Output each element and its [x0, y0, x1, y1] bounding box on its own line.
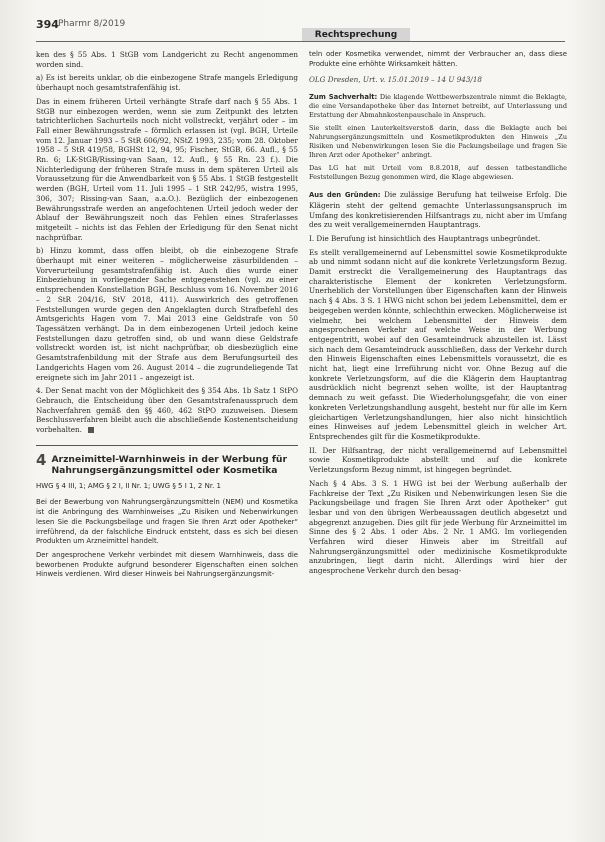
reasons-text: Die zulässige Berufung hat teilweise Erfolg. Die Klägerin steht der geltend gemachte Unterlassungsanspruch im Umfang des konkretisierenden Hilfsantrags zu, nicht aber im Umfang des zu weit verallgemeinernden Hauptantrags.	[309, 190, 567, 230]
facts-paragraph	[309, 93, 567, 120]
case-heading	[36, 450, 298, 476]
paragraph: a) Es ist bereits unklar, ob die einbezogene Strafe mangels Erledigung überhaupt noch gesamtstrafenfähig ist.	[36, 73, 298, 93]
case-summary: Bei der Bewerbung von Nahrungsergänzungsmitteln (NEM) und Kosmetika ist die Anbringung des Warnhinweises „Zu Risiken und Nebenwirkungen lesen Sie die Packungsbeilage und fragen Sie Ihren Arzt oder Apotheker“ irreführend, da der falschliche Eindruck entsteht, dass es sich bei diesen Produkten um Arzneimittel handelt.	[36, 498, 298, 546]
page-number: 394	[36, 18, 59, 31]
right-column	[309, 50, 567, 814]
facts-label: Zum Sachverhalt:	[309, 93, 378, 102]
left-column	[36, 50, 298, 814]
end-of-article-square-icon	[88, 427, 94, 433]
facts-text: Die klagende Wettbewerbszentrale nimmt die Beklagte, die eine Versandapotheke über das Internet betreibt, auf Unterlassung und Erstattung der Abmahnkostenpauschale in Anspruch.	[309, 93, 567, 120]
case-title: Arzneimittel-Warnhinweis in der Werbung für Nahrungsergänzungsmittel oder Kosmetika	[51, 453, 287, 476]
paragraph: Das LG hat mit Urteil vom 8.8.2018, auf dessen tatbestandliche Feststellungen Bezug genommen wird, die Klage abgewiesen.	[309, 164, 567, 182]
page-header	[36, 18, 565, 40]
court-citation: OLG Dresden, Urt. v. 15.01.2019 – 14 U 943/18	[309, 75, 482, 85]
paragraph: Es stellt verallgemeinernd auf Lebensmittel sowie Kosmetikprodukte ab und nimmt sodann nicht auf die konkrete Verletzungsform Bezug. Damit erstreckt die Verallgemeinerung des Hauptantrags das charakteristische Element der konkreten Verletzungsform. Unerheblich der Vorstellungen über Eigenschaften kann der Hinweis nach § 4 Abs. 3 S. 1 HWG nicht schon bei jedem Lebensmittel, dem er beigegeben werden könnte, schlechthin erwecken. Möglicherweise ist vielmehr, bei welchem Lebensmittel der Hinweis dem angesprochenen Verkehr auf welche Weise in der Werbung entgegentritt, wobei auf den Gesamteindruck abzustellen ist. Lässt sich nach dem Gesamteindruck ausschließen, dass der Verkehr durch den Hinweis Eigenschaften eines Lebensmittels voraussetzt, die es nicht hat, liegt eine Irreführung nicht vor. Ohne Bezug auf die konkrete Verletzungsform, auf die die Klägerin dem Hauptantrag ausdrücklich nicht begrenzt sehen wollte, ist der Hauptantrag demnach zu weit gefasst. Die Wiederholungsgefahr, die von einer konkreten Verletzungshandlung ausgeht, besteht nur für alle im Kern gleichartigen Verletzungshandlungen, hier also nicht hinsichtlich eines Hinweises auf jedem Lebensmittel gleich in welcher Art. Entsprechendes gilt für die Kosmetikprodukte.	[309, 247, 567, 441]
paragraph	[36, 386, 298, 435]
paragraph: ken des § 55 Abs. 1 StGB vom Landgericht zu Recht angenommen worden sind.	[36, 50, 298, 69]
paragraph: I. Die Berufung ist hinsichtlich des Hauptantrags unbegründet.	[309, 233, 541, 243]
case-summary-continued: Der angesprochene Verkehr verbindet mit diesem Warnhinweis, dass die beworbenen Produkte aufgrund besonderer Eigenschaften einen solchen Hinweis verdienen. Wird dieser Hinweis bei Nahrungsergänzungsmit-	[36, 550, 298, 579]
paragraph: II. Der Hilfsantrag, der nicht verallgemeinernd auf Lebensmittel sowie Kosmetikprodukte abstellt und auf die konkrete Verletzungsform Bezug nimmt, ist hingegen begründet.	[309, 445, 567, 475]
paragraph: b) Hinzu kommt, dass offen bleibt, ob die einbezogene Strafe überhaupt mit einer weiteren – möglicherweise zäsurbildenden – Vorverurteilung gesamtstrafenfähig ist. Auch dies wurde einer Einbeziehung in vorliegender Sache entgegenstehen (vgl. zu einer entsprechenden Konstellation BGH, Beschluss vom 16. November 2016 – 2 StR 204/16, StV 2018, 411). Auswirkrich des getroffenen Feststellungen wurde gegen den Angeklagten durch Strafbefehl des Amtsgerichts Hagen vom 7. Mai 2013 eine Geldstrafe von 50 Tagessätzen verhängt. Da in dem einbezogenen Urteil jedoch keine Feststellungen dazu getroffen sind, ob und wann diese Geldstrafe vollstreckt worden ist, ist nicht nachprüfbar, ob diesbezüglich eine Gesamtstrafenbildung mit der Strafe aus dem Berufungsurteil des Landgerichts Hagen vom 26. August 2014 – die zugrundeliegende Tat ereignete sich im Jahr 2011 – angezeigt ist.	[36, 246, 298, 382]
paragraph: Das in einem früheren Urteil verhängte Strafe darf nach § 55 Abs. 1 StGB nur einbezogen werden, wenn sie zum Zeitpunkt des letzten tatrichterlichen Sachurteils noch nicht vollstreckt, verjährt oder – im Fall einer Bewährungsstrafe – förmlich erlassen ist (vgl. BGH, Urteile vom 12. Januar 1993 – 5 StR 606/92, NStZ 1993, 235; vom 28. Oktober 1958 – 5 StR 419/58, BGHSt 12, 94, 95; Fischer, StGB, 66. Aufl., § 55 Rn. 6; LK-StGB/Rissing-van Saan, 12. Aufl., § 55 Rn. 23 f.). Die Nichterledigung der früheren Strafe muss in dem späteren Urteil als Voraussetzung für die Anwendbarkeit von § 55 Abs. 1 StGB festgestellt werden (BGH, Urteil vom 11. Juli 1995 – 1 StR 242/95, wistra 1995, 306, 307; Rissing-van Saan, a.a.O.). Bezüglich der einbezogenen Bewährungsstrafe werden an angefochtenen Urteil jedoch weder der Ablauf der Bewährungszeit noch das Fehlen eines Straferlasses mitgeteilt – nichts ist das Fehlen der Erledigung für den Senat nicht nachprüfbar.	[36, 96, 298, 242]
article-divider	[36, 445, 298, 446]
paragraph: Sie stellt einen Lauterkeitsverstoß darin, dass die Beklagte auch bei Nahrungsergänzungsmitteln und Kosmetikprodukten den Hinweis „Zu Risiken und Nebenwirkungen lesen Sie die Packungsbeilage und fragen Sie Ihren Arzt oder Apotheker“ anbringt.	[309, 124, 567, 160]
section-label: Rechtsprechung	[302, 28, 410, 42]
legal-norms: HWG § 4 III, 1; AMG § 2 I, II Nr. 1; UWG § 5 I 1, 2 Nr. 1	[36, 481, 221, 490]
reasons-paragraph	[309, 190, 567, 230]
reasons-label: Aus den Gründen:	[309, 191, 381, 200]
header-rule	[36, 41, 565, 42]
journal-name: Pharmr 8/2019	[58, 19, 126, 29]
case-summary-end: teln oder Kosmetika verwendet, nimmt der Verbraucher an, dass diese Produkte eine erhöhte Wirksamkeit hätten.	[309, 50, 567, 68]
paragraph: Nach § 4 Abs. 3 S. 1 HWG ist bei der Werbung außerhalb der Fachkreise der Text „Zu Risiken und Nebenwirkungen lesen Sie die Packungsbeilage und fragen Sie Ihren Arzt oder Apotheker“ gut lesbar und von den übrigen Werbeaussagen deutlich abgesetzt und abgegrenzt anzugeben. Dies gilt für jede Werbung für Arzneimittel im Sinne des § 2 Abs. 1 oder Abs. 2 Nr. 1 AMG. Im vorliegenden Verfahren wird dieser Hinweis aber im Streitfall auf Nahrungsergänzungsmittel oder medizinische Kosmetikprodukte anzubringen, liegt darin nicht. Allerdings wird hier der angesprochene Verkehr durch den besag-	[309, 478, 567, 576]
case-number: 4	[36, 450, 47, 469]
paragraph-text: 4. Der Senat macht von der Möglichkeit des § 354 Abs. 1b Satz 1 StPO Gebrauch, die Entscheidung über den Gesamtstrafenausspruch dem Nachverfahren gemäß den §§ 460, 462 StPO zuzuweisen. Diesem Beschlussverfahren bleibt auch die abschließende Kostenentscheidung vorbehalten.	[36, 386, 298, 435]
